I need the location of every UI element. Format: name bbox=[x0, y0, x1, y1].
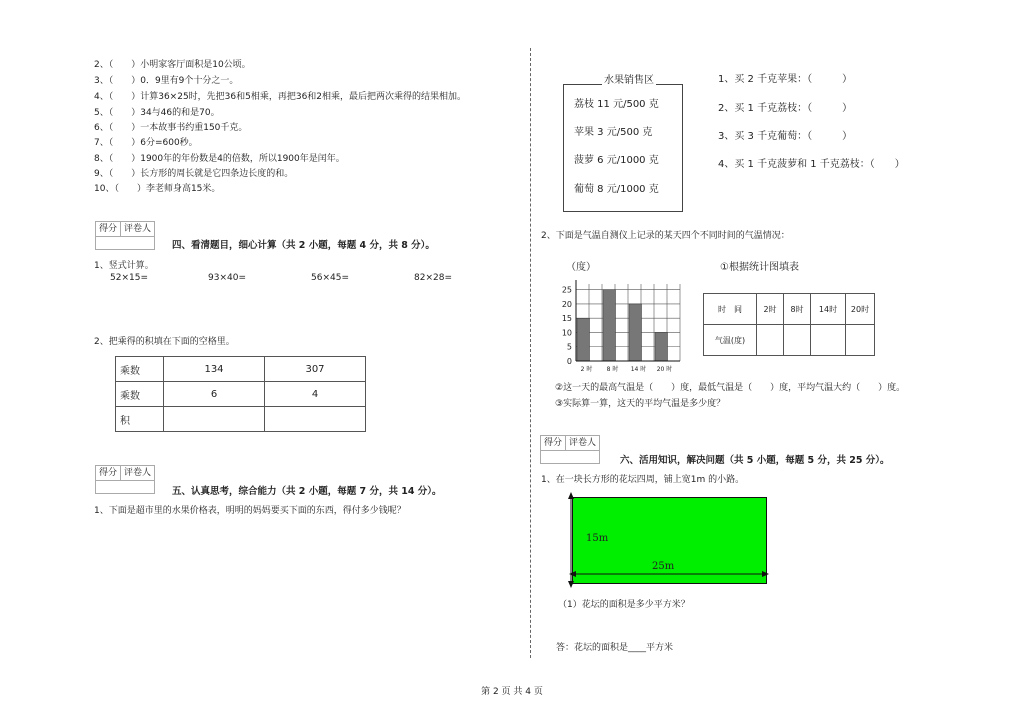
row1-val-1: 134 bbox=[164, 357, 265, 382]
multiplication-table bbox=[115, 356, 366, 432]
fruit-q4: 4、买 1 千克菠萝和 1 千克荔枝：（ ） bbox=[718, 159, 905, 170]
time-2: 2时 bbox=[757, 294, 784, 325]
calc-1: 52×15= bbox=[110, 273, 148, 283]
fruit-price-board bbox=[563, 75, 683, 212]
tf-item-10: 10、（ ）李老师身高15米。 bbox=[94, 184, 221, 194]
temp-cell-20[interactable] bbox=[846, 325, 875, 356]
x-tick-label: 14 时 bbox=[630, 366, 647, 373]
y-tick-label: 5 bbox=[566, 342, 572, 352]
time-14: 14时 bbox=[811, 294, 846, 325]
flower-width-label: 25m bbox=[652, 561, 675, 572]
row2-label: 乘数 bbox=[116, 382, 164, 407]
section-5-q1: 1、下面是超市里的水果价格表，明明的妈妈要买下面的东西，得付多少钱呢？ bbox=[94, 506, 406, 516]
y-tick-label: 25 bbox=[561, 285, 572, 295]
tf-item-4: 4、（ ）计算36×25时，先把36和5相乘，再把36和2相乘，最后把两次乘得的结果相加。 bbox=[94, 92, 467, 102]
score-box-4 bbox=[95, 221, 155, 250]
section-4-q1: 1、竖式计算。 bbox=[94, 261, 154, 271]
chart-unit-label: （度） bbox=[566, 262, 596, 273]
bar bbox=[629, 304, 642, 361]
time-20: 20时 bbox=[846, 294, 875, 325]
temp-cell-14[interactable] bbox=[811, 325, 846, 356]
y-tick-label: 0 bbox=[566, 357, 572, 366]
tf-item-5: 5、（ ）34与46的和是70。 bbox=[94, 108, 220, 118]
temp-row-label: 气温(度) bbox=[704, 325, 757, 356]
score-box-5 bbox=[95, 465, 155, 494]
row2-val-1: 6 bbox=[164, 382, 265, 407]
fruit-q1: 1、买 2 千克苹果：（ ） bbox=[718, 74, 853, 85]
bar bbox=[655, 332, 668, 361]
fruit-item-pineapple: 菠萝 6 元/1000 克 bbox=[574, 155, 659, 166]
section-4-q2: 2、把乘得的积填在下面的空格里。 bbox=[94, 337, 235, 347]
tf-item-3: 3、（ ）0．9里有9个十分之一。 bbox=[94, 76, 239, 86]
product-cell-2[interactable] bbox=[265, 407, 366, 432]
reviewer-label: 评卷人 bbox=[569, 438, 597, 448]
reviewer-label: 评卷人 bbox=[124, 224, 152, 234]
calc-4: 82×28= bbox=[414, 273, 452, 283]
question-2: ②这一天的最高气温是（ ）度，最低气温是（ ）度，平均气温大约（ ）度。 bbox=[555, 383, 906, 393]
x-tick-label: 2 时 bbox=[580, 366, 593, 373]
sub-question-1: （1）花坛的面积是多少平方米？ bbox=[558, 600, 690, 610]
tf-item-7: 7、（ ）6分=600秒。 bbox=[94, 138, 198, 148]
fruit-item-apple: 苹果 3 元/500 克 bbox=[574, 127, 653, 138]
section-5-title: 五、认真思考，综合能力（共 2 小题，每题 7 分，共 14 分）。 bbox=[172, 486, 442, 497]
table-instruction: ①根据统计图填表 bbox=[720, 262, 799, 273]
tf-item-2: 2、（ ）小明家客厅面积是10公顷。 bbox=[94, 60, 251, 70]
score-box-6 bbox=[540, 435, 600, 464]
row1-label: 乘数 bbox=[116, 357, 164, 382]
tf-item-9: 9、（ ）长方形的周长就是它四条边长度的和。 bbox=[94, 169, 294, 179]
calc-3: 56×45= bbox=[311, 273, 349, 283]
bar bbox=[603, 290, 616, 361]
product-cell-1[interactable] bbox=[164, 407, 265, 432]
fruit-q2: 2、买 1 千克荔枝：（ ） bbox=[718, 103, 853, 114]
question-3: ③实际算一算，这天的平均气温是多少度？ bbox=[555, 399, 726, 409]
temp-cell-2[interactable] bbox=[757, 325, 784, 356]
tf-item-6: 6、（ ）一本故事书约重150千克。 bbox=[94, 123, 248, 133]
section-6-title: 六、活用知识，解决问题（共 5 小题，每题 5 分，共 25 分）。 bbox=[620, 455, 890, 466]
time-header: 时 间 bbox=[704, 294, 757, 325]
flower-height-label: 15m bbox=[586, 533, 609, 544]
section-4-title: 四、看清题目，细心计算（共 2 小题，每题 4 分，共 8 分）。 bbox=[172, 240, 435, 251]
score-label: 得分 bbox=[541, 436, 566, 450]
x-tick-label: 20 时 bbox=[656, 366, 673, 373]
time-8: 8时 bbox=[784, 294, 811, 325]
y-tick-label: 10 bbox=[561, 328, 572, 338]
row2-val-2: 4 bbox=[265, 382, 366, 407]
row3-label: 积 bbox=[116, 407, 164, 432]
reviewer-label: 评卷人 bbox=[124, 468, 152, 478]
calc-2: 93×40= bbox=[208, 273, 246, 283]
section-6-q1: 1、在一块长方形的花坛四周，铺上宽1m 的小路。 bbox=[541, 475, 745, 485]
temp-cell-8[interactable] bbox=[784, 325, 811, 356]
bar bbox=[577, 318, 590, 361]
fruit-board-title: 水果销售区 bbox=[602, 71, 656, 86]
y-tick-label: 15 bbox=[561, 314, 572, 324]
score-label: 得分 bbox=[96, 222, 121, 236]
page-footer: 第 2 页 共 4 页 bbox=[481, 687, 543, 697]
row1-val-2: 307 bbox=[265, 357, 366, 382]
fruit-item-lychee: 荔枝 11 元/500 克 bbox=[574, 99, 659, 110]
temperature-intro: 2、下面是气温自测仪上记录的某天四个不同时间的气温情况： bbox=[541, 231, 790, 241]
answer-line: 答：花坛的面积是____平方米 bbox=[556, 643, 674, 653]
fruit-item-grape: 葡萄 8 元/1000 克 bbox=[574, 184, 659, 195]
fruit-q3: 3、买 3 千克葡萄：（ ） bbox=[718, 131, 853, 142]
tf-item-8: 8、（ ）1900年的年份数是4的倍数，所以1900年是闰年。 bbox=[94, 154, 345, 164]
temperature-bar-chart bbox=[556, 278, 684, 376]
column-divider bbox=[530, 48, 531, 658]
temperature-table bbox=[703, 293, 875, 356]
y-tick-label: 20 bbox=[561, 299, 572, 309]
score-label: 得分 bbox=[96, 466, 121, 480]
x-tick-label: 8 时 bbox=[606, 366, 619, 373]
